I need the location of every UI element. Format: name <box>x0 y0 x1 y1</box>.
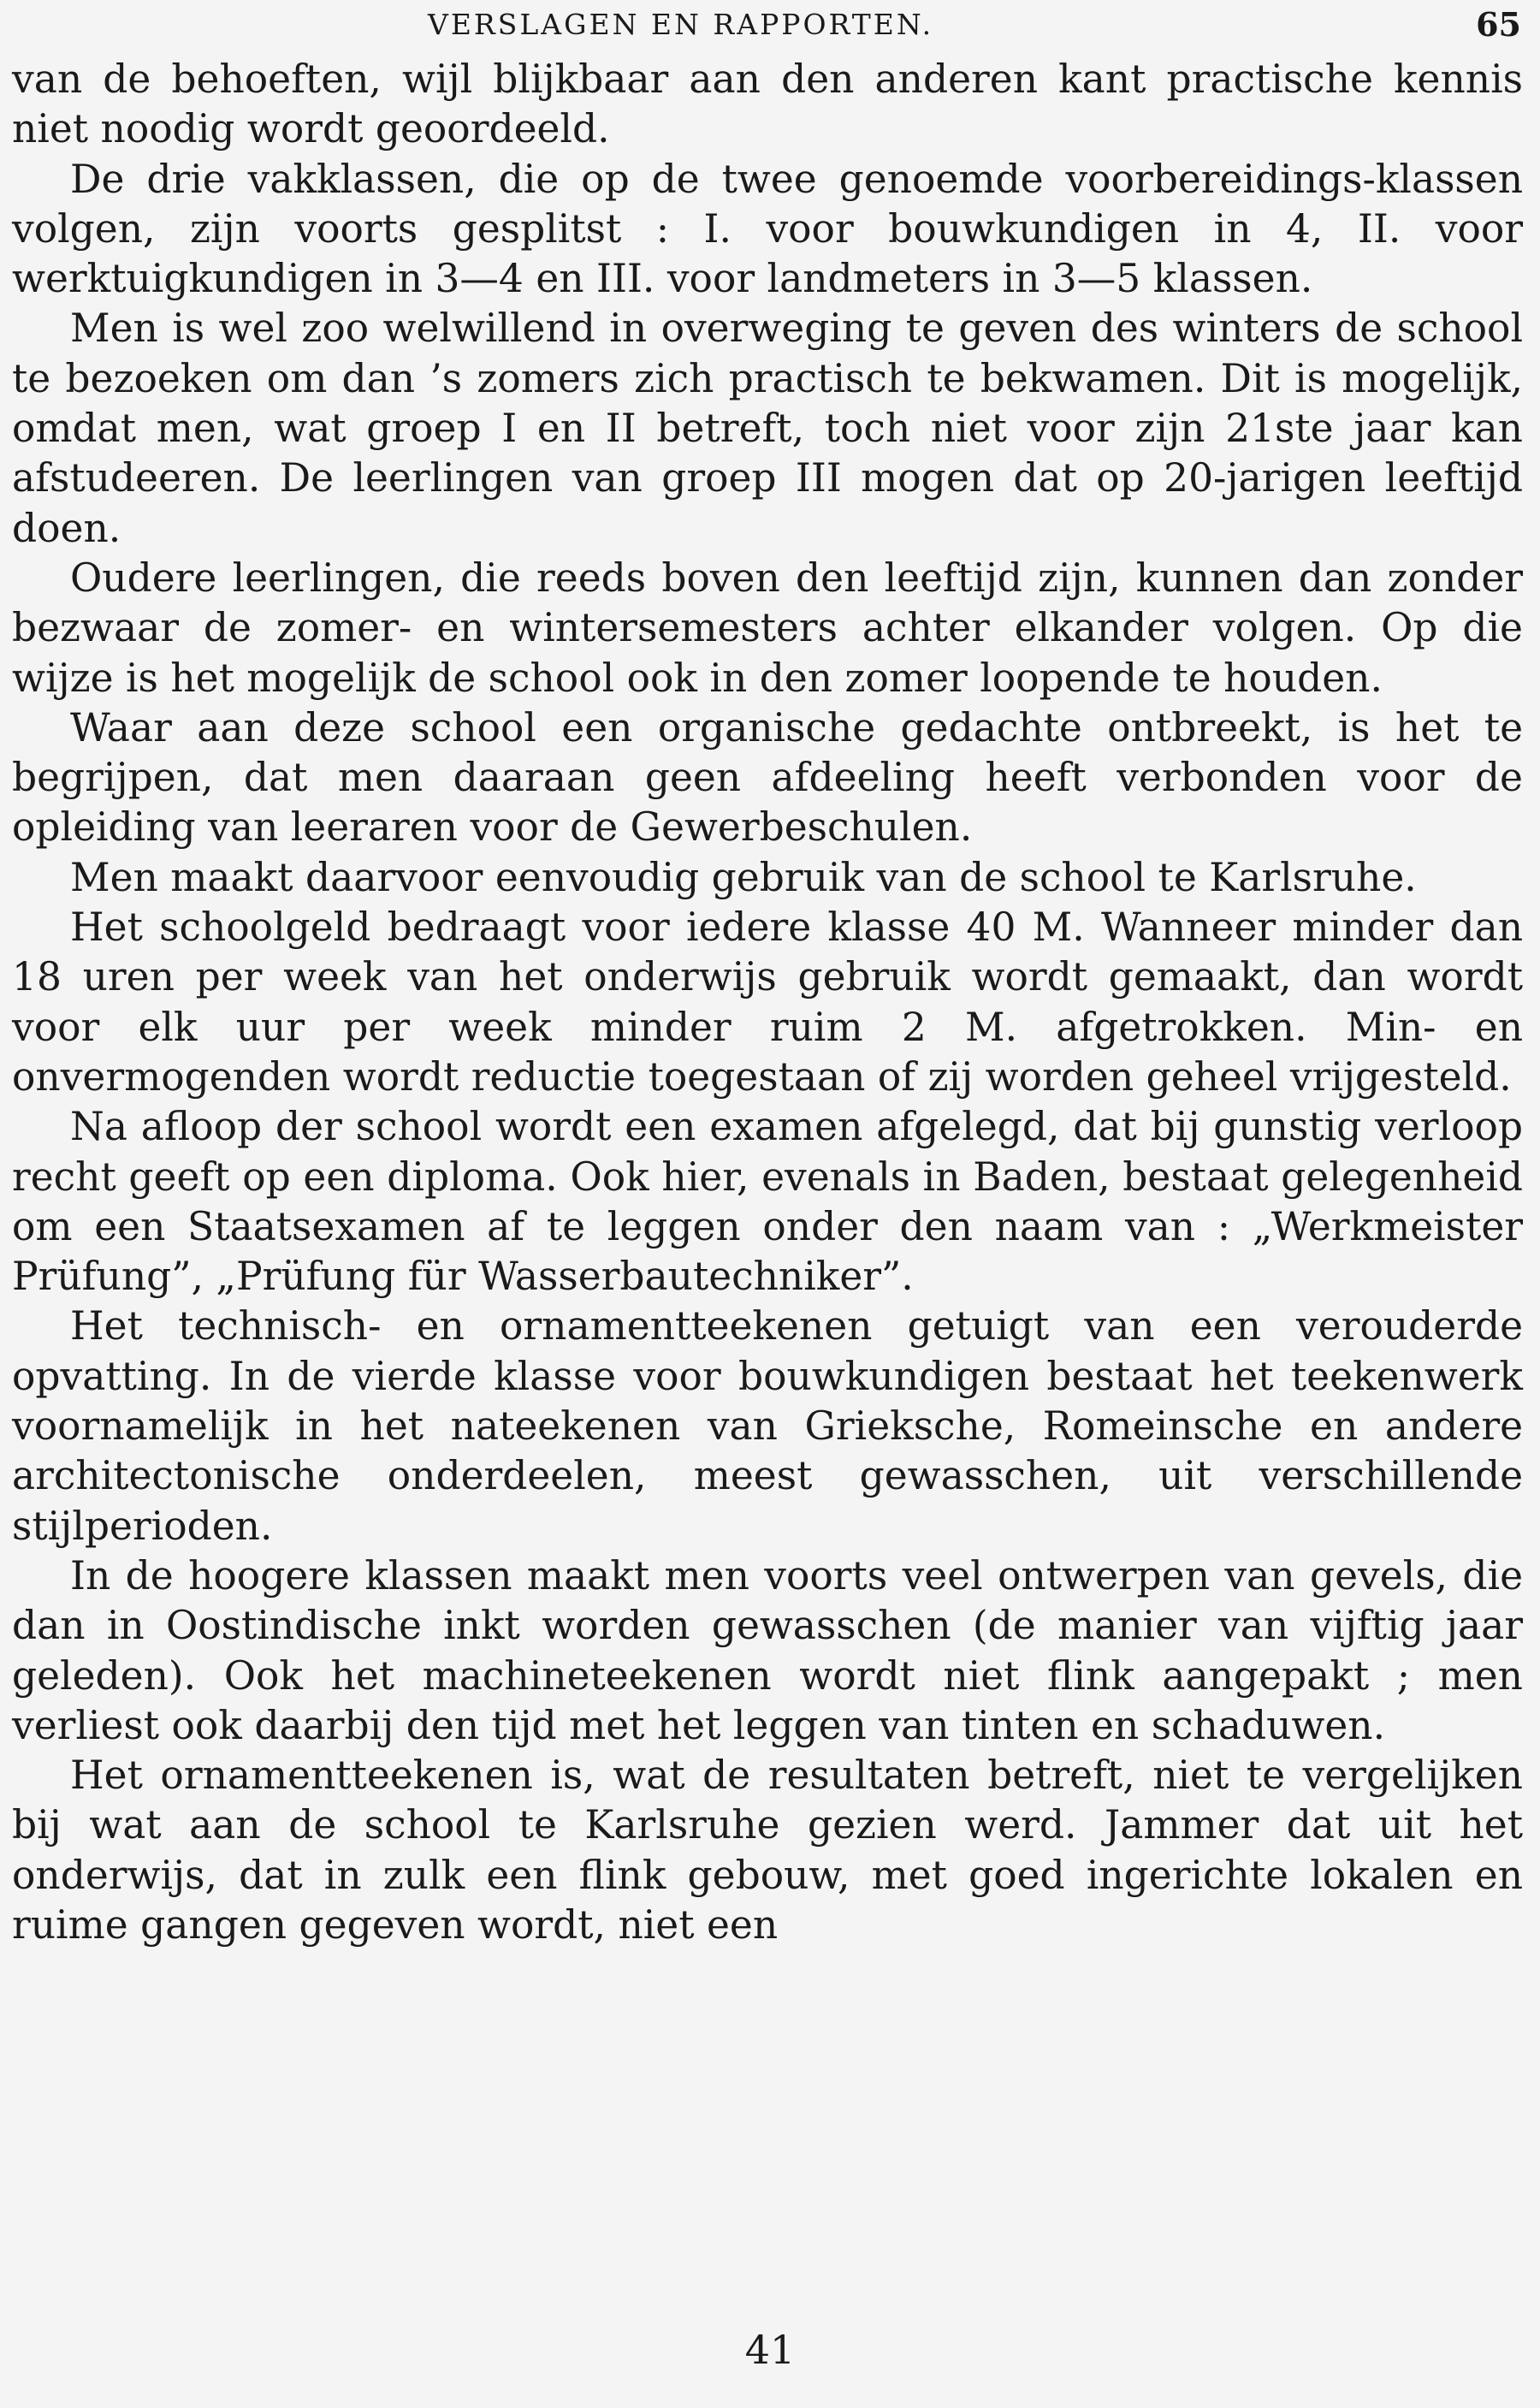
paragraph: Waar aan deze school een organische gedachte ontbreekt, is het te begrijpen, dat men daaraan geen afdeeling heeft verbonden voor de opleiding van leeraren voor de Gewerbeschulen. <box>12 704 1523 851</box>
paragraph: In de hoogere klassen maakt men voorts veel ontwerpen van gevels, die dan in Oostindische inkt worden gewasschen (de manier van vijftig jaar geleden). Ook het machineteekenen wordt niet flink aangepakt ; men verliest ook daarbij den tijd met het leggen van tinten en schaduwen. <box>12 1552 1523 1748</box>
paragraph: Het ornamentteekenen is, wat de resultaten betreft, niet te vergelijken bij wat aan de school te Karlsruhe gezien werd. Jammer dat uit het onderwijs, dat in zulk een flink gebouw, met goed ingerichte lokalen en ruime gangen gegeven wordt, niet een <box>12 1753 1523 1948</box>
paragraph: Het technisch- en ornamentteekenen getuigt van een verouderde opvatting. In de vierde klasse voor bouwkundigen bestaat het teekenwerk voornamelijk in het nateekenen van Grieksche, Romeinsche en andere architectonische onderdeelen, meest gewasschen, uit verschillende stijlperioden. <box>12 1303 1523 1549</box>
paragraph: Het schoolgeld bedraagt voor iedere klasse 40 M. Wanneer minder dan 18 uren per week van het onderwijs gebruik wordt gemaakt, dan wordt voor elk uur per week minder ruim 2 M. afgetrokken. Min- en onvermogenden wordt reductie toegestaan of zij worden geheel vrijgesteld. <box>12 904 1523 1100</box>
paragraph: De drie vakklassen, die op de twee genoemde voorbereidings-klassen volgen, zijn voorts gesplitst : I. voor bouwkundigen in 4, II. voor werktuigkundigen in 3—4 en III. voor landmeters in 3—5 klassen. <box>12 156 1523 302</box>
paragraph: Oudere leerlingen, die reeds boven den leeftijd zijn, kunnen dan zonder bezwaar de zomer- en wintersemesters achter elkander volgen. Op die wijze is het mogelijk de school ook in den zomer loopende te houden. <box>12 555 1523 701</box>
running-title: VERSLAGEN EN RAPPORTEN. <box>428 8 934 41</box>
paragraph: Men is wel zoo welwillend in overweging te geven des winters de school te bezoeken om dan ’s zomers zich practisch te bekwamen. Dit is mogelijk, omdat men, wat groep I en II betreft, toch niet voor zijn 21ste jaar kan afstudeeren. De leerlingen van groep III mogen dat op 20-jarigen leeftijd doen. <box>12 305 1523 551</box>
body-text <box>12 55 1523 1950</box>
paragraph: Na afloop der school wordt een examen afgelegd, dat bij gunstig verloop recht geeft op een diploma. Ook hier, evenals in Baden, bestaat gelegenheid om een Staatsexamen af te leggen onder den naam van : „Werkmeister Prüfung”, „Prüfung für Wasserbautechniker”. <box>12 1104 1523 1300</box>
paragraph: Men maakt daarvoor eenvoudig gebruik van de school te Karlsruhe. <box>70 854 1417 900</box>
signature-mark: 41 <box>744 2327 796 2373</box>
running-head <box>0 5 1540 44</box>
paragraph-continued: van de behoeften, wijl blijkbaar aan den anderen kant practische kennis niet noodig wordt geoordeeld. <box>12 56 1523 152</box>
page-number: 65 <box>1476 5 1521 44</box>
